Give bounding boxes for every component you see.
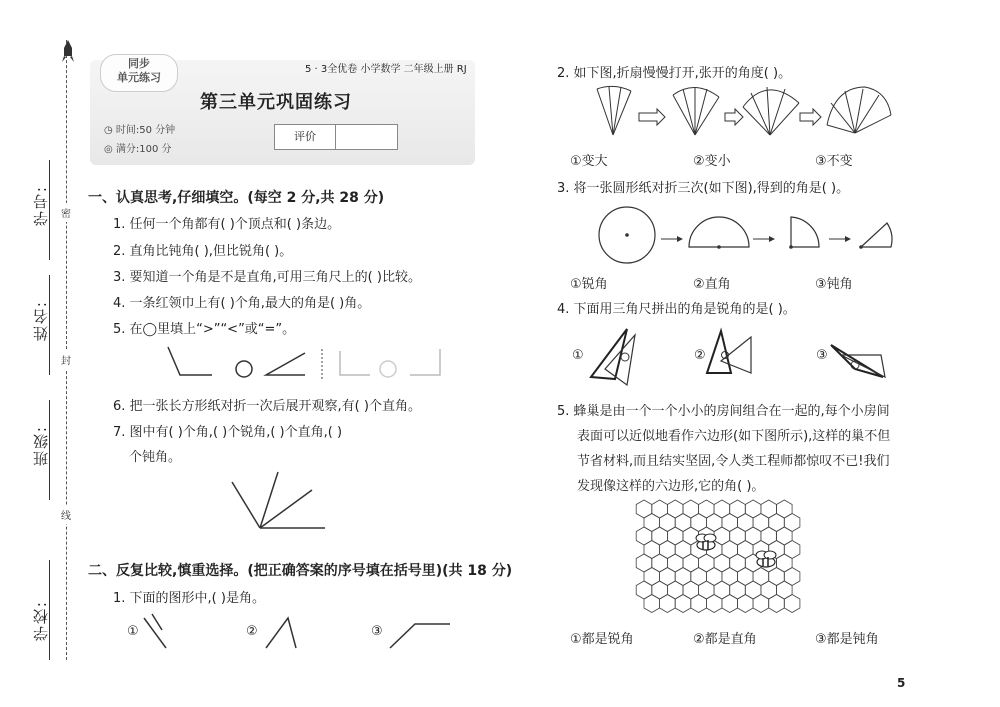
page-number: 5 (897, 676, 906, 690)
s1-question-1: 1. 任何一个角都有( )个顶点和( )条边。 (113, 217, 341, 232)
hexagon-cell (691, 595, 707, 613)
s1-question-6: 6. 把一张长方形纸对折一次后展开观察,有( )个直角。 (113, 399, 421, 414)
s2-question-5-line-4: 发现像这样的六边形,它的角( )。 (577, 479, 765, 494)
class-field[interactable] (49, 400, 51, 500)
student-id-label: 学号: (32, 185, 50, 227)
rocket-icon (62, 40, 74, 62)
fan-figures (595, 85, 895, 140)
section1-heading: 一、认真思考,仔细填空。(每空 2 分,共 28 分) (88, 190, 385, 206)
q7-angles-figure (230, 470, 330, 535)
s2-question-5-line-2: 表面可以近似地看作六边形(如下图所示),这样的巢不但 (577, 429, 891, 444)
time-info: ◷ 时间:50 分钟 (104, 125, 176, 136)
s2-q1-option-2: ② (246, 624, 258, 639)
cut-mark-feng: 封 (61, 350, 71, 369)
s2-q3-option-3: ③钝角 (815, 277, 853, 292)
s2-q5-option-2: ②都是直角 (693, 632, 757, 647)
s2-question-5-line-3: 节省材料,而且结实坚固,令人类工程师都惊叹不已!我们 (577, 454, 890, 469)
hexagon-cell (753, 595, 769, 613)
s2-q1-option-1: ① (127, 624, 139, 639)
bee-icon (696, 534, 716, 550)
badge-line-2: 单元练习 (117, 71, 161, 84)
hexagon-cell (644, 595, 660, 613)
time-text: 时间:50 分钟 (115, 125, 176, 136)
page-title (200, 88, 352, 114)
school-field[interactable] (49, 560, 51, 660)
s2-question-2: 2. 如下图,折扇慢慢打开,张开的角度( )。 (557, 66, 792, 81)
s2-q1-option-3: ③ (371, 624, 383, 639)
q5-compare-figures (160, 345, 480, 385)
eval-label: 评价 (275, 125, 336, 149)
s1-question-7b: 个钝角。 (129, 450, 182, 465)
s2-q4-option-3: ③ (816, 348, 828, 363)
s2-q4-option-2: ② (694, 348, 706, 363)
s1-question-3: 3. 要知道一个角是不是直角,可用三角尺上的( )比较。 (113, 270, 421, 285)
hexagon-cell (722, 595, 738, 613)
circle-fold-figures (597, 205, 897, 265)
hexagon-cell (738, 595, 754, 613)
badge-line-1: 同步 (128, 57, 150, 70)
s2-q2-option-1: ①变大 (570, 154, 608, 169)
cut-mark-xian: 线 (61, 505, 71, 524)
hexagon-cell (675, 595, 691, 613)
name-label: 姓名: (32, 300, 50, 342)
honeycomb-figure (636, 500, 812, 615)
hexagon-cell (660, 595, 676, 613)
s2-q1-figures (140, 610, 460, 650)
score-text: 满分:100 分 (115, 144, 172, 155)
s1-question-5: 5. 在◯里填上“>”“<”或“=”。 (113, 322, 296, 337)
hexagon-cell (706, 595, 722, 613)
class-label: 班级: (32, 425, 50, 467)
cut-mark-mi: 密 (61, 203, 71, 222)
s1-question-7a: 7. 图中有( )个角,( )个锐角,( )个直角,( ) (113, 425, 343, 440)
s2-q5-option-1: ①都是锐角 (570, 632, 634, 647)
s2-q3-option-1: ①锐角 (570, 277, 608, 292)
hexagon-cell (769, 595, 785, 613)
book-meta: 5 · 3全优卷 小学数学 二年级上册 RJ (305, 64, 467, 75)
name-field[interactable] (49, 275, 51, 375)
s1-question-4: 4. 一条红领巾上有( )个角,最大的角是( )角。 (113, 296, 371, 311)
school-label: 学校: (32, 600, 50, 642)
s2-q5-option-3: ③都是钝角 (815, 632, 879, 647)
evaluation-box[interactable] (274, 124, 398, 150)
s2-q4-option-1: ① (572, 348, 584, 363)
s2-question-3: 3. 将一张圆形纸对折三次(如下图),得到的角是( )。 (557, 181, 850, 196)
s2-q3-option-2: ②直角 (693, 277, 731, 292)
set-square-figures (585, 325, 885, 390)
s2-question-5-line-1: 5. 蜂巢是由一个一个小小的房间组合在一起的,每个小房间 (557, 404, 890, 419)
section2-heading: 二、反复比较,慎重选择。(把正确答案的序号填在括号里)(共 18 分) (88, 563, 513, 579)
sync-badge (100, 54, 178, 92)
hexagon-cell (784, 595, 800, 613)
s2-question-4: 4. 下面用三角尺拼出的角是锐角的是( )。 (557, 302, 796, 317)
s2-q2-option-2: ②变小 (693, 154, 731, 169)
s2-q2-option-3: ③不变 (815, 154, 853, 169)
title-part-a: 第三单元 (200, 92, 276, 113)
score-info: ◎ 满分:100 分 (104, 144, 172, 155)
title-part-b: 巩固练习 (276, 92, 352, 113)
s2-question-1: 1. 下面的图形中,( )是角。 (113, 591, 265, 606)
student-id-field[interactable] (49, 160, 51, 260)
bee-icon (756, 551, 776, 567)
s1-question-2: 2. 直角比钝角( ),但比锐角( )。 (113, 244, 293, 259)
